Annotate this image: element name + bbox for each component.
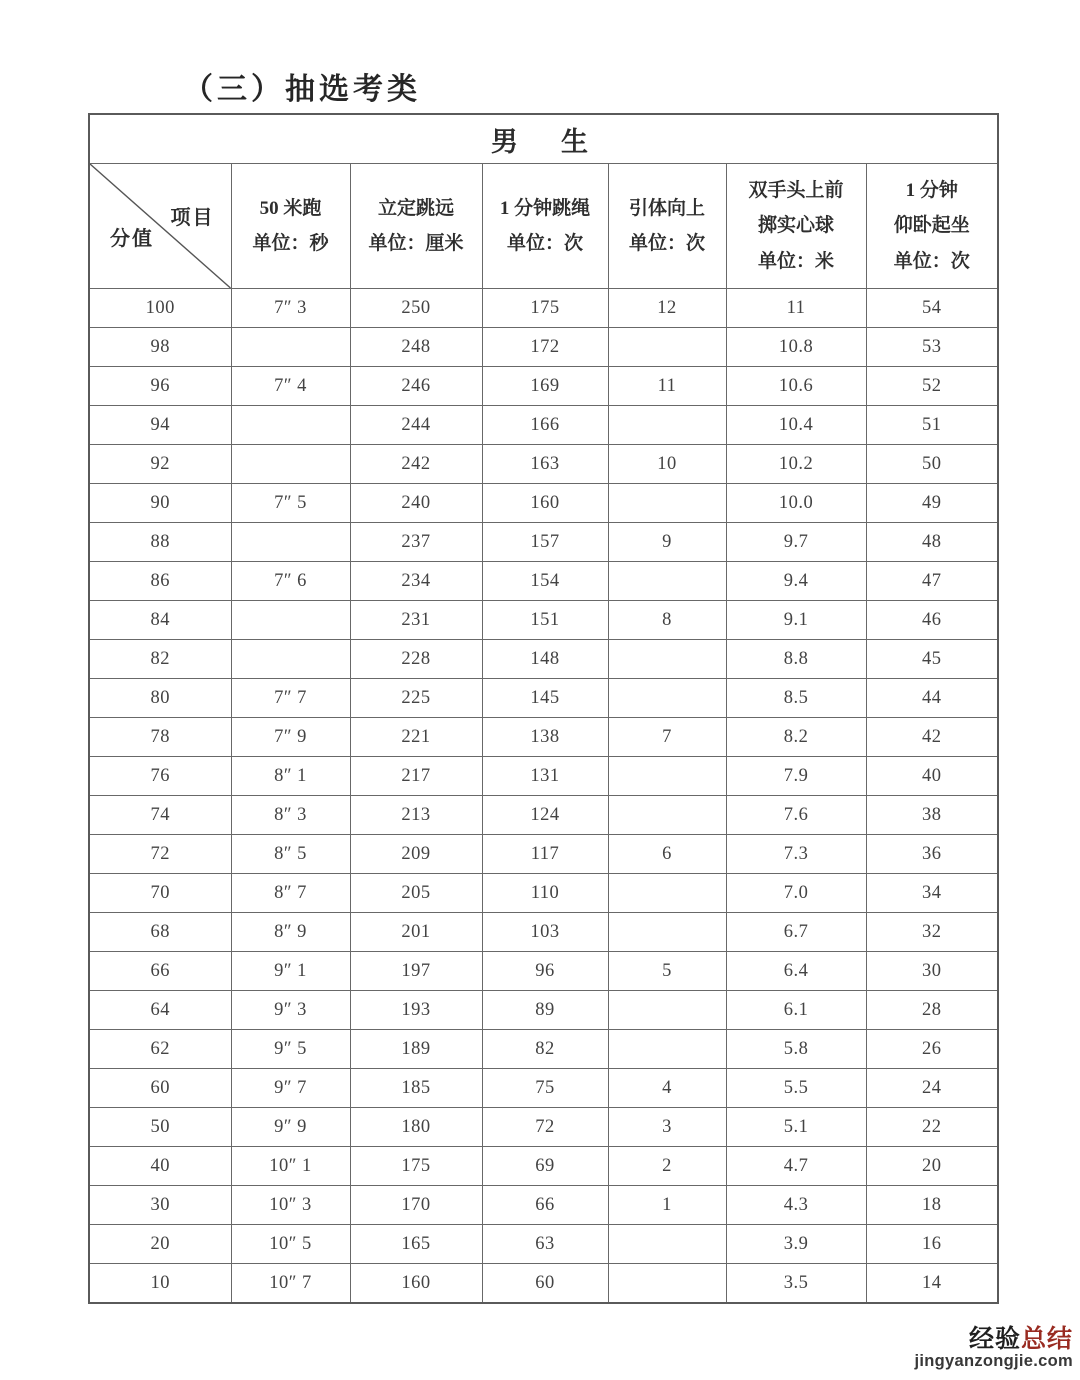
cell-pull-up — [608, 679, 726, 718]
table-row — [89, 874, 998, 913]
diagonal-label-score: 分值 — [110, 228, 154, 250]
cell-run-50m: 7″ 4 — [231, 367, 350, 406]
cell-sit-up-1min: 51 — [866, 406, 998, 445]
cell-standing-long-jump: 189 — [350, 1030, 482, 1069]
cell-rope-skip-1min: 148 — [482, 640, 608, 679]
diagonal-label-item: 项目 — [170, 207, 215, 229]
cell-medicine-ball-throw: 10.2 — [726, 445, 866, 484]
cell-rope-skip-1min: 163 — [482, 445, 608, 484]
cell-medicine-ball-throw: 4.7 — [726, 1147, 866, 1186]
cell-score: 90 — [89, 484, 231, 523]
cell-score: 88 — [89, 523, 231, 562]
cell-medicine-ball-throw: 5.1 — [726, 1108, 866, 1147]
table-row — [89, 601, 998, 640]
table-row — [89, 328, 998, 367]
cell-pull-up: 4 — [608, 1069, 726, 1108]
col-header-run-50m: 50 米跑 单位：秒 — [231, 164, 350, 289]
cell-score: 30 — [89, 1186, 231, 1225]
cell-sit-up-1min: 28 — [866, 991, 998, 1030]
cell-score: 94 — [89, 406, 231, 445]
watermark — [914, 1326, 1073, 1370]
cell-run-50m — [231, 640, 350, 679]
cell-pull-up: 2 — [608, 1147, 726, 1186]
cell-sit-up-1min: 30 — [866, 952, 998, 991]
cell-rope-skip-1min: 145 — [482, 679, 608, 718]
cell-run-50m — [231, 601, 350, 640]
cell-medicine-ball-throw: 8.5 — [726, 679, 866, 718]
cell-standing-long-jump: 244 — [350, 406, 482, 445]
cell-run-50m: 7″ 3 — [231, 289, 350, 328]
cell-score: 66 — [89, 952, 231, 991]
cell-pull-up: 1 — [608, 1186, 726, 1225]
table-row — [89, 757, 998, 796]
table-row — [89, 718, 998, 757]
table-row — [89, 289, 998, 328]
cell-run-50m — [231, 523, 350, 562]
cell-rope-skip-1min: 131 — [482, 757, 608, 796]
cell-rope-skip-1min: 72 — [482, 1108, 608, 1147]
cell-medicine-ball-throw: 7.3 — [726, 835, 866, 874]
table-row — [89, 1147, 998, 1186]
column-header-row — [89, 164, 998, 289]
cell-medicine-ball-throw: 7.6 — [726, 796, 866, 835]
cell-standing-long-jump: 240 — [350, 484, 482, 523]
cell-sit-up-1min: 26 — [866, 1030, 998, 1069]
cell-rope-skip-1min: 172 — [482, 328, 608, 367]
cell-standing-long-jump: 205 — [350, 874, 482, 913]
table-row — [89, 1108, 998, 1147]
cell-run-50m — [231, 328, 350, 367]
cell-medicine-ball-throw: 7.9 — [726, 757, 866, 796]
cell-sit-up-1min: 40 — [866, 757, 998, 796]
cell-rope-skip-1min: 75 — [482, 1069, 608, 1108]
cell-run-50m: 9″ 3 — [231, 991, 350, 1030]
cell-pull-up: 9 — [608, 523, 726, 562]
table-row — [89, 1225, 998, 1264]
cell-standing-long-jump: 231 — [350, 601, 482, 640]
table-row — [89, 835, 998, 874]
cell-standing-long-jump: 221 — [350, 718, 482, 757]
cell-run-50m: 10″ 7 — [231, 1264, 350, 1304]
cell-run-50m: 7″ 5 — [231, 484, 350, 523]
cell-run-50m: 7″ 7 — [231, 679, 350, 718]
cell-pull-up — [608, 874, 726, 913]
cell-standing-long-jump: 217 — [350, 757, 482, 796]
table-row — [89, 1186, 998, 1225]
cell-score: 10 — [89, 1264, 231, 1304]
cell-pull-up — [608, 1264, 726, 1304]
cell-sit-up-1min: 47 — [866, 562, 998, 601]
cell-rope-skip-1min: 82 — [482, 1030, 608, 1069]
diagonal-header-cell — [89, 164, 231, 289]
cell-pull-up: 11 — [608, 367, 726, 406]
table-row — [89, 913, 998, 952]
cell-run-50m: 8″ 1 — [231, 757, 350, 796]
cell-standing-long-jump: 248 — [350, 328, 482, 367]
cell-pull-up — [608, 913, 726, 952]
table-row — [89, 367, 998, 406]
cell-score: 100 — [89, 289, 231, 328]
cell-sit-up-1min: 32 — [866, 913, 998, 952]
cell-sit-up-1min: 24 — [866, 1069, 998, 1108]
table-row — [89, 679, 998, 718]
cell-sit-up-1min: 50 — [866, 445, 998, 484]
cell-sit-up-1min: 38 — [866, 796, 998, 835]
cell-pull-up — [608, 991, 726, 1030]
cell-medicine-ball-throw: 3.5 — [726, 1264, 866, 1304]
cell-sit-up-1min: 52 — [866, 367, 998, 406]
table-row — [89, 640, 998, 679]
cell-medicine-ball-throw: 8.2 — [726, 718, 866, 757]
cell-rope-skip-1min: 63 — [482, 1225, 608, 1264]
cell-rope-skip-1min: 160 — [482, 484, 608, 523]
cell-standing-long-jump: 160 — [350, 1264, 482, 1304]
table-row — [89, 562, 998, 601]
cell-pull-up — [608, 1030, 726, 1069]
col-header-sit-up-1min: 1 分钟 仰卧起坐 单位：次 — [866, 164, 998, 289]
watermark-brand-black: 经验 — [968, 1325, 1021, 1354]
cell-sit-up-1min: 45 — [866, 640, 998, 679]
cell-medicine-ball-throw: 6.7 — [726, 913, 866, 952]
cell-score: 78 — [89, 718, 231, 757]
cell-rope-skip-1min: 60 — [482, 1264, 608, 1304]
cell-run-50m: 9″ 5 — [231, 1030, 350, 1069]
table-row — [89, 796, 998, 835]
cell-medicine-ball-throw: 11 — [726, 289, 866, 328]
cell-pull-up: 6 — [608, 835, 726, 874]
cell-run-50m — [231, 406, 350, 445]
cell-standing-long-jump: 197 — [350, 952, 482, 991]
cell-standing-long-jump: 213 — [350, 796, 482, 835]
cell-score: 92 — [89, 445, 231, 484]
cell-sit-up-1min: 44 — [866, 679, 998, 718]
cell-run-50m: 10″ 5 — [231, 1225, 350, 1264]
cell-sit-up-1min: 34 — [866, 874, 998, 913]
cell-standing-long-jump: 185 — [350, 1069, 482, 1108]
cell-rope-skip-1min: 151 — [482, 601, 608, 640]
cell-sit-up-1min: 46 — [866, 601, 998, 640]
col-header-medicine-ball-throw: 双手头上前 掷实心球 单位：米 — [726, 164, 866, 289]
page-title: （三）抽选考类 — [183, 73, 421, 106]
cell-run-50m: 8″ 5 — [231, 835, 350, 874]
cell-sit-up-1min: 49 — [866, 484, 998, 523]
cell-score: 64 — [89, 991, 231, 1030]
col-header-pull-up: 引体向上 单位：次 — [608, 164, 726, 289]
cell-medicine-ball-throw: 4.3 — [726, 1186, 866, 1225]
cell-rope-skip-1min: 175 — [482, 289, 608, 328]
cell-pull-up: 5 — [608, 952, 726, 991]
cell-score: 70 — [89, 874, 231, 913]
cell-pull-up — [608, 757, 726, 796]
cell-standing-long-jump: 242 — [350, 445, 482, 484]
cell-rope-skip-1min: 66 — [482, 1186, 608, 1225]
cell-standing-long-jump: 201 — [350, 913, 482, 952]
cell-score: 50 — [89, 1108, 231, 1147]
cell-score: 40 — [89, 1147, 231, 1186]
cell-rope-skip-1min: 124 — [482, 796, 608, 835]
cell-score: 84 — [89, 601, 231, 640]
cell-medicine-ball-throw: 9.7 — [726, 523, 866, 562]
cell-medicine-ball-throw: 8.8 — [726, 640, 866, 679]
cell-standing-long-jump: 170 — [350, 1186, 482, 1225]
cell-score: 60 — [89, 1069, 231, 1108]
table-row — [89, 991, 998, 1030]
cell-medicine-ball-throw: 10.6 — [726, 367, 866, 406]
cell-run-50m: 8″ 3 — [231, 796, 350, 835]
cell-standing-long-jump: 209 — [350, 835, 482, 874]
cell-standing-long-jump: 234 — [350, 562, 482, 601]
cell-sit-up-1min: 42 — [866, 718, 998, 757]
cell-pull-up: 3 — [608, 1108, 726, 1147]
cell-sit-up-1min: 36 — [866, 835, 998, 874]
cell-score: 86 — [89, 562, 231, 601]
cell-run-50m: 9″ 7 — [231, 1069, 350, 1108]
cell-standing-long-jump: 250 — [350, 289, 482, 328]
cell-medicine-ball-throw: 10.8 — [726, 328, 866, 367]
cell-run-50m — [231, 445, 350, 484]
cell-pull-up — [608, 328, 726, 367]
cell-run-50m: 9″ 9 — [231, 1108, 350, 1147]
watermark-brand-red: 总结 — [1020, 1325, 1073, 1354]
cell-score: 82 — [89, 640, 231, 679]
table-row — [89, 523, 998, 562]
cell-sit-up-1min: 14 — [866, 1264, 998, 1304]
table-row — [89, 445, 998, 484]
cell-rope-skip-1min: 157 — [482, 523, 608, 562]
cell-pull-up — [608, 562, 726, 601]
cell-standing-long-jump: 165 — [350, 1225, 482, 1264]
cell-medicine-ball-throw: 6.4 — [726, 952, 866, 991]
cell-pull-up: 10 — [608, 445, 726, 484]
cell-score: 98 — [89, 328, 231, 367]
cell-medicine-ball-throw: 6.1 — [726, 991, 866, 1030]
table-row — [89, 1030, 998, 1069]
cell-standing-long-jump: 228 — [350, 640, 482, 679]
cell-sit-up-1min: 20 — [866, 1147, 998, 1186]
cell-rope-skip-1min: 110 — [482, 874, 608, 913]
cell-run-50m: 9″ 1 — [231, 952, 350, 991]
cell-sit-up-1min: 53 — [866, 328, 998, 367]
table-row — [89, 406, 998, 445]
cell-sit-up-1min: 54 — [866, 289, 998, 328]
cell-run-50m: 7″ 9 — [231, 718, 350, 757]
cell-pull-up — [608, 406, 726, 445]
cell-pull-up — [608, 796, 726, 835]
cell-run-50m: 8″ 9 — [231, 913, 350, 952]
cell-standing-long-jump: 180 — [350, 1108, 482, 1147]
col-header-standing-long-jump: 立定跳远 单位：厘米 — [350, 164, 482, 289]
gender-header: 男 生 — [89, 114, 998, 164]
cell-medicine-ball-throw: 5.5 — [726, 1069, 866, 1108]
cell-score: 96 — [89, 367, 231, 406]
cell-standing-long-jump: 246 — [350, 367, 482, 406]
gender-header-row — [89, 114, 998, 164]
cell-run-50m: 8″ 7 — [231, 874, 350, 913]
cell-sit-up-1min: 48 — [866, 523, 998, 562]
cell-standing-long-jump: 193 — [350, 991, 482, 1030]
cell-sit-up-1min: 18 — [866, 1186, 998, 1225]
cell-medicine-ball-throw: 10.0 — [726, 484, 866, 523]
cell-pull-up: 8 — [608, 601, 726, 640]
cell-standing-long-jump: 225 — [350, 679, 482, 718]
cell-medicine-ball-throw: 7.0 — [726, 874, 866, 913]
cell-pull-up: 12 — [608, 289, 726, 328]
cell-run-50m: 7″ 6 — [231, 562, 350, 601]
cell-sit-up-1min: 16 — [866, 1225, 998, 1264]
cell-run-50m: 10″ 1 — [231, 1147, 350, 1186]
cell-score: 80 — [89, 679, 231, 718]
cell-rope-skip-1min: 89 — [482, 991, 608, 1030]
cell-medicine-ball-throw: 5.8 — [726, 1030, 866, 1069]
cell-rope-skip-1min: 96 — [482, 952, 608, 991]
cell-score: 20 — [89, 1225, 231, 1264]
col-header-rope-skip-1min: 1 分钟跳绳 单位：次 — [482, 164, 608, 289]
watermark-site-url: jingyanzongjie.com — [914, 1351, 1073, 1370]
cell-medicine-ball-throw: 3.9 — [726, 1225, 866, 1264]
cell-sit-up-1min: 22 — [866, 1108, 998, 1147]
cell-rope-skip-1min: 169 — [482, 367, 608, 406]
cell-score: 68 — [89, 913, 231, 952]
table-row — [89, 1264, 998, 1304]
cell-standing-long-jump: 175 — [350, 1147, 482, 1186]
cell-medicine-ball-throw: 10.4 — [726, 406, 866, 445]
cell-medicine-ball-throw: 9.1 — [726, 601, 866, 640]
cell-pull-up: 7 — [608, 718, 726, 757]
cell-standing-long-jump: 237 — [350, 523, 482, 562]
cell-score: 72 — [89, 835, 231, 874]
cell-rope-skip-1min: 117 — [482, 835, 608, 874]
cell-rope-skip-1min: 103 — [482, 913, 608, 952]
table-row — [89, 952, 998, 991]
table-row — [89, 1069, 998, 1108]
cell-pull-up — [608, 640, 726, 679]
cell-rope-skip-1min: 69 — [482, 1147, 608, 1186]
table-body — [89, 289, 998, 1304]
cell-rope-skip-1min: 154 — [482, 562, 608, 601]
cell-rope-skip-1min: 138 — [482, 718, 608, 757]
cell-score: 62 — [89, 1030, 231, 1069]
cell-rope-skip-1min: 166 — [482, 406, 608, 445]
cell-medicine-ball-throw: 9.4 — [726, 562, 866, 601]
cell-pull-up — [608, 484, 726, 523]
table-row — [89, 484, 998, 523]
cell-score: 74 — [89, 796, 231, 835]
cell-run-50m: 10″ 3 — [231, 1186, 350, 1225]
cell-score: 76 — [89, 757, 231, 796]
boys-score-table — [88, 113, 999, 1304]
cell-pull-up — [608, 1225, 726, 1264]
watermark-brand — [914, 1326, 1073, 1352]
